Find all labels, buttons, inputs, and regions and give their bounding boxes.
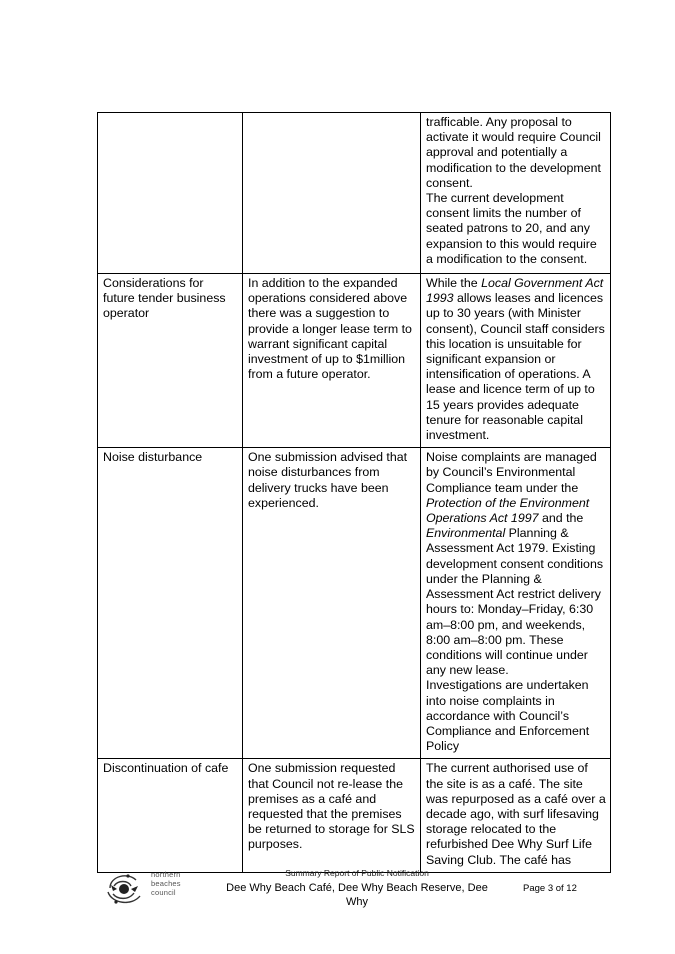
response-cell (421, 274, 611, 448)
consultation-table (97, 112, 611, 873)
response-text: trafficable. Any proposal to activate it would require Council approval and potentially a modification to the development consent. (426, 115, 601, 190)
submission-cell: In addition to the expanded operations considered above there was a suggestion to provide a longer lease term to warrant significant capital investment of up to $1million from a future operator. (243, 274, 421, 448)
table-row (98, 448, 611, 759)
response-text: The current authorised use of the site is as a café. The site was repurposed as a café over a decade ago, with surf lifesaving storage relocated to the refurbished Dee Why Surf Life Saving Club. The café has (426, 761, 606, 867)
response-cell (421, 448, 611, 759)
table-body (98, 113, 611, 873)
logo-wordmark (151, 870, 181, 897)
page-footer (0, 862, 675, 922)
submission-cell (243, 113, 421, 274)
table-row (98, 113, 611, 274)
logo-word: northern (151, 870, 181, 879)
submission-cell: One submission requested that Council not re-lease the premises as a café and requested that the premises be returned to storage for SLS purposes. (243, 759, 421, 872)
table-row (98, 274, 611, 448)
submission-cell: One submission advised that noise disturbances from delivery trucks have been experienced. (243, 448, 421, 759)
logo-word: council (151, 888, 176, 897)
page-number: Page 3 of 12 (523, 883, 577, 894)
issue-cell: Considerations for future tender business operator (98, 274, 243, 448)
response-italic-text: Protection of the Environment Operations Act 1997 (426, 495, 590, 526)
response-text: Investigations are undertaken into noise complaints in accordance with Council’s Compliance and Enforcement Policy (426, 678, 590, 754)
response-text: While the (426, 276, 482, 291)
issue-cell (98, 113, 243, 274)
response-text: and the (538, 511, 584, 526)
response-text: The current development consent limits the number of seated patrons to 20, and any expansion to this would require a modification to the consent. (426, 191, 597, 266)
table-row (98, 759, 611, 872)
logo-word: beaches (151, 879, 181, 888)
response-text: allows leases and licences up to 30 years (with Minister consent), Council staff considers this location is unsuitable for significant expansion or intensification of operations. A lease and licence term of up to 15 years provides adequate tenure for reasonable capital investment. (426, 291, 605, 443)
footer-title: Dee Why Beach Café, Dee Why Beach Reserve, Dee Why (226, 882, 488, 908)
response-cell (421, 759, 611, 872)
response-text: Planning & Assessment Act 1979. Existing development consent conditions under the Planning & Assessment Act restrict delivery hours to: Monday–Friday, 6:30 am–8:00 pm, and weekends, 8:00 am–8:00 pm. These conditions will continue under any new lease. (426, 526, 604, 678)
response-italic-text: Environmental (426, 526, 506, 541)
response-italic-text: Local Government Act 1993 (426, 276, 604, 306)
response-text: Noise complaints are managed by Council’s Environmental Compliance team under the (426, 450, 597, 495)
response-cell (421, 113, 611, 274)
footer-subtitle: Summary Report of Public Notification (285, 868, 429, 878)
issue-cell: Discontinuation of cafe (98, 759, 243, 872)
issue-cell: Noise disturbance (98, 448, 243, 759)
